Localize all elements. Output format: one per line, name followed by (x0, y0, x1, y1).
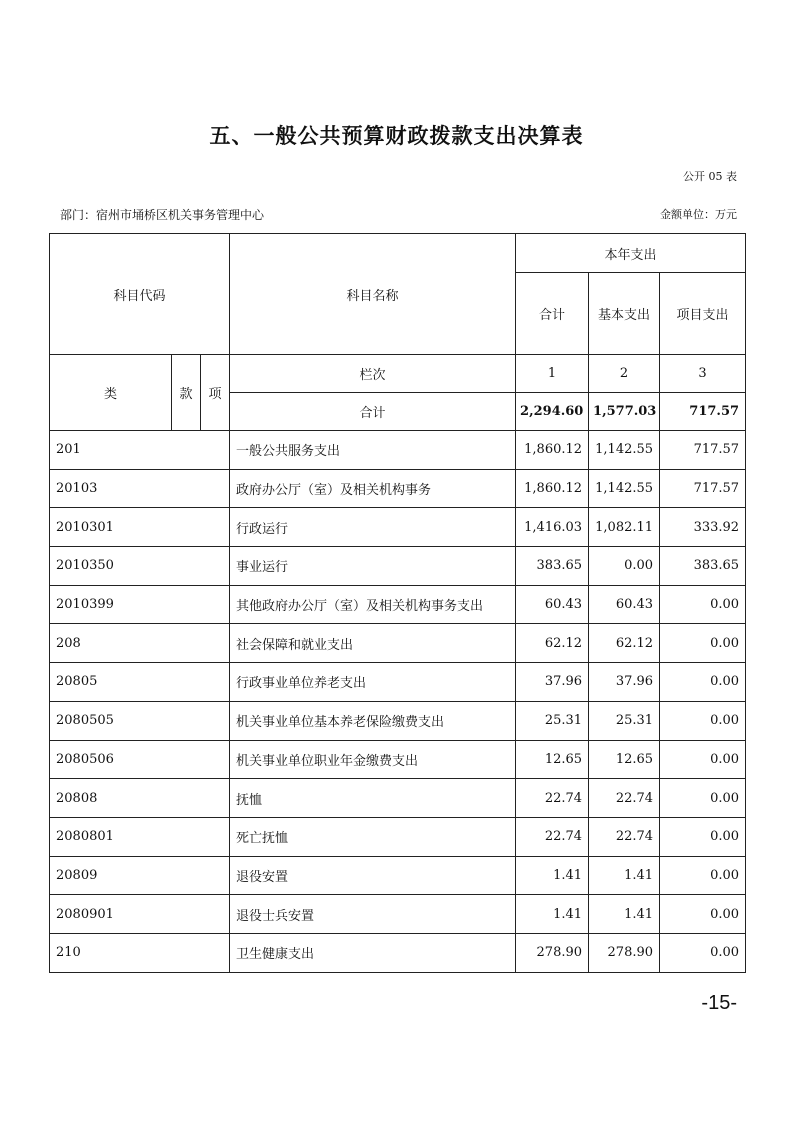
row-project: 0.00 (660, 817, 746, 856)
row-code: 20805 (50, 663, 230, 702)
row-basic: 60.43 (589, 585, 660, 624)
header-column-index: 栏次 (230, 355, 516, 393)
row-project: 333.92 (660, 508, 746, 547)
row-basic: 1.41 (589, 895, 660, 934)
header-col2: 2 (589, 355, 660, 393)
row-project: 0.00 (660, 663, 746, 702)
header-basic: 基本支出 (589, 273, 660, 355)
row-basic: 62.12 (589, 624, 660, 663)
row-total: 383.65 (516, 547, 589, 586)
row-basic: 12.65 (589, 740, 660, 779)
header-subject-name: 科目名称 (230, 234, 516, 355)
row-name: 死亡抚恤 (230, 817, 516, 856)
row-total: 12.65 (516, 740, 589, 779)
row-total: 1,860.12 (516, 469, 589, 508)
row-project: 0.00 (660, 701, 746, 740)
row-total: 1.41 (516, 856, 589, 895)
row-code: 2080901 (50, 895, 230, 934)
table-row (50, 431, 746, 470)
row-basic: 1.41 (589, 856, 660, 895)
row-name: 其他政府办公厅（室）及相关机构事务支出 (230, 585, 516, 624)
row-name: 行政运行 (230, 508, 516, 547)
row-basic: 1,082.11 (589, 508, 660, 547)
row-project: 0.00 (660, 895, 746, 934)
expenditure-table (49, 233, 746, 973)
row-basic: 1,142.55 (589, 469, 660, 508)
row-basic: 25.31 (589, 701, 660, 740)
row-basic: 1,142.55 (589, 431, 660, 470)
row-name: 机关事业单位基本养老保险缴费支出 (230, 701, 516, 740)
row-name: 退役士兵安置 (230, 895, 516, 934)
row-code: 2010301 (50, 508, 230, 547)
row-project: 0.00 (660, 624, 746, 663)
row-total: 1,416.03 (516, 508, 589, 547)
table-row (50, 817, 746, 856)
table-row (50, 469, 746, 508)
table-row (50, 547, 746, 586)
department-label: 部门：宿州市埇桥区机关事务管理中心 (60, 208, 265, 222)
row-total: 25.31 (516, 701, 589, 740)
row-code: 20808 (50, 779, 230, 818)
row-name: 退役安置 (230, 856, 516, 895)
header-col3: 3 (660, 355, 746, 393)
total-row-label: 合计 (230, 393, 516, 431)
table-row (50, 508, 746, 547)
table-row (50, 740, 746, 779)
row-total: 278.90 (516, 933, 589, 972)
row-code: 20103 (50, 469, 230, 508)
table-number: 公开 05 表 (683, 170, 737, 183)
row-name: 一般公共服务支出 (230, 431, 516, 470)
table-row (50, 585, 746, 624)
row-basic: 37.96 (589, 663, 660, 702)
page-number: -15- (701, 992, 737, 1014)
row-total: 1.41 (516, 895, 589, 934)
row-total: 22.74 (516, 817, 589, 856)
table-row (50, 856, 746, 895)
total-row-total: 2,294.60 (516, 393, 589, 431)
row-project: 0.00 (660, 856, 746, 895)
total-row-project: 717.57 (660, 393, 746, 431)
row-project: 0.00 (660, 779, 746, 818)
table-row (50, 779, 746, 818)
table-row (50, 624, 746, 663)
row-code: 2010399 (50, 585, 230, 624)
header-total: 合计 (516, 273, 589, 355)
row-name: 事业运行 (230, 547, 516, 586)
row-project: 717.57 (660, 431, 746, 470)
row-code: 2080505 (50, 701, 230, 740)
row-total: 37.96 (516, 663, 589, 702)
table-row (50, 895, 746, 934)
row-total: 62.12 (516, 624, 589, 663)
row-name: 行政事业单位养老支出 (230, 663, 516, 702)
row-total: 22.74 (516, 779, 589, 818)
row-project: 717.57 (660, 469, 746, 508)
row-code: 20809 (50, 856, 230, 895)
row-project: 0.00 (660, 740, 746, 779)
row-basic: 22.74 (589, 779, 660, 818)
row-total: 60.43 (516, 585, 589, 624)
row-project: 0.00 (660, 933, 746, 972)
header-xiang: 项 (201, 355, 230, 431)
row-basic: 0.00 (589, 547, 660, 586)
row-total: 1,860.12 (516, 431, 589, 470)
row-name: 社会保障和就业支出 (230, 624, 516, 663)
row-name: 抚恤 (230, 779, 516, 818)
row-code: 201 (50, 431, 230, 470)
page-title: 五、一般公共预算财政拨款支出决算表 (209, 124, 584, 148)
row-code: 2080506 (50, 740, 230, 779)
row-basic: 278.90 (589, 933, 660, 972)
header-project: 项目支出 (660, 273, 746, 355)
row-name: 政府办公厅（室）及相关机构事务 (230, 469, 516, 508)
row-project: 383.65 (660, 547, 746, 586)
row-name: 机关事业单位职业年金缴费支出 (230, 740, 516, 779)
header-lei: 类 (50, 355, 172, 431)
row-code: 210 (50, 933, 230, 972)
header-kuan: 款 (172, 355, 201, 431)
total-row-basic: 1,577.03 (589, 393, 660, 431)
row-code: 208 (50, 624, 230, 663)
amount-unit-label: 金额单位：万元 (660, 208, 737, 221)
table-row (50, 933, 746, 972)
row-name: 卫生健康支出 (230, 933, 516, 972)
row-code: 2010350 (50, 547, 230, 586)
row-basic: 22.74 (589, 817, 660, 856)
header-subject-code: 科目代码 (50, 234, 230, 355)
table-row (50, 701, 746, 740)
row-project: 0.00 (660, 585, 746, 624)
header-current-year: 本年支出 (516, 234, 746, 273)
row-code: 2080801 (50, 817, 230, 856)
header-col1: 1 (516, 355, 589, 393)
table-row (50, 663, 746, 702)
